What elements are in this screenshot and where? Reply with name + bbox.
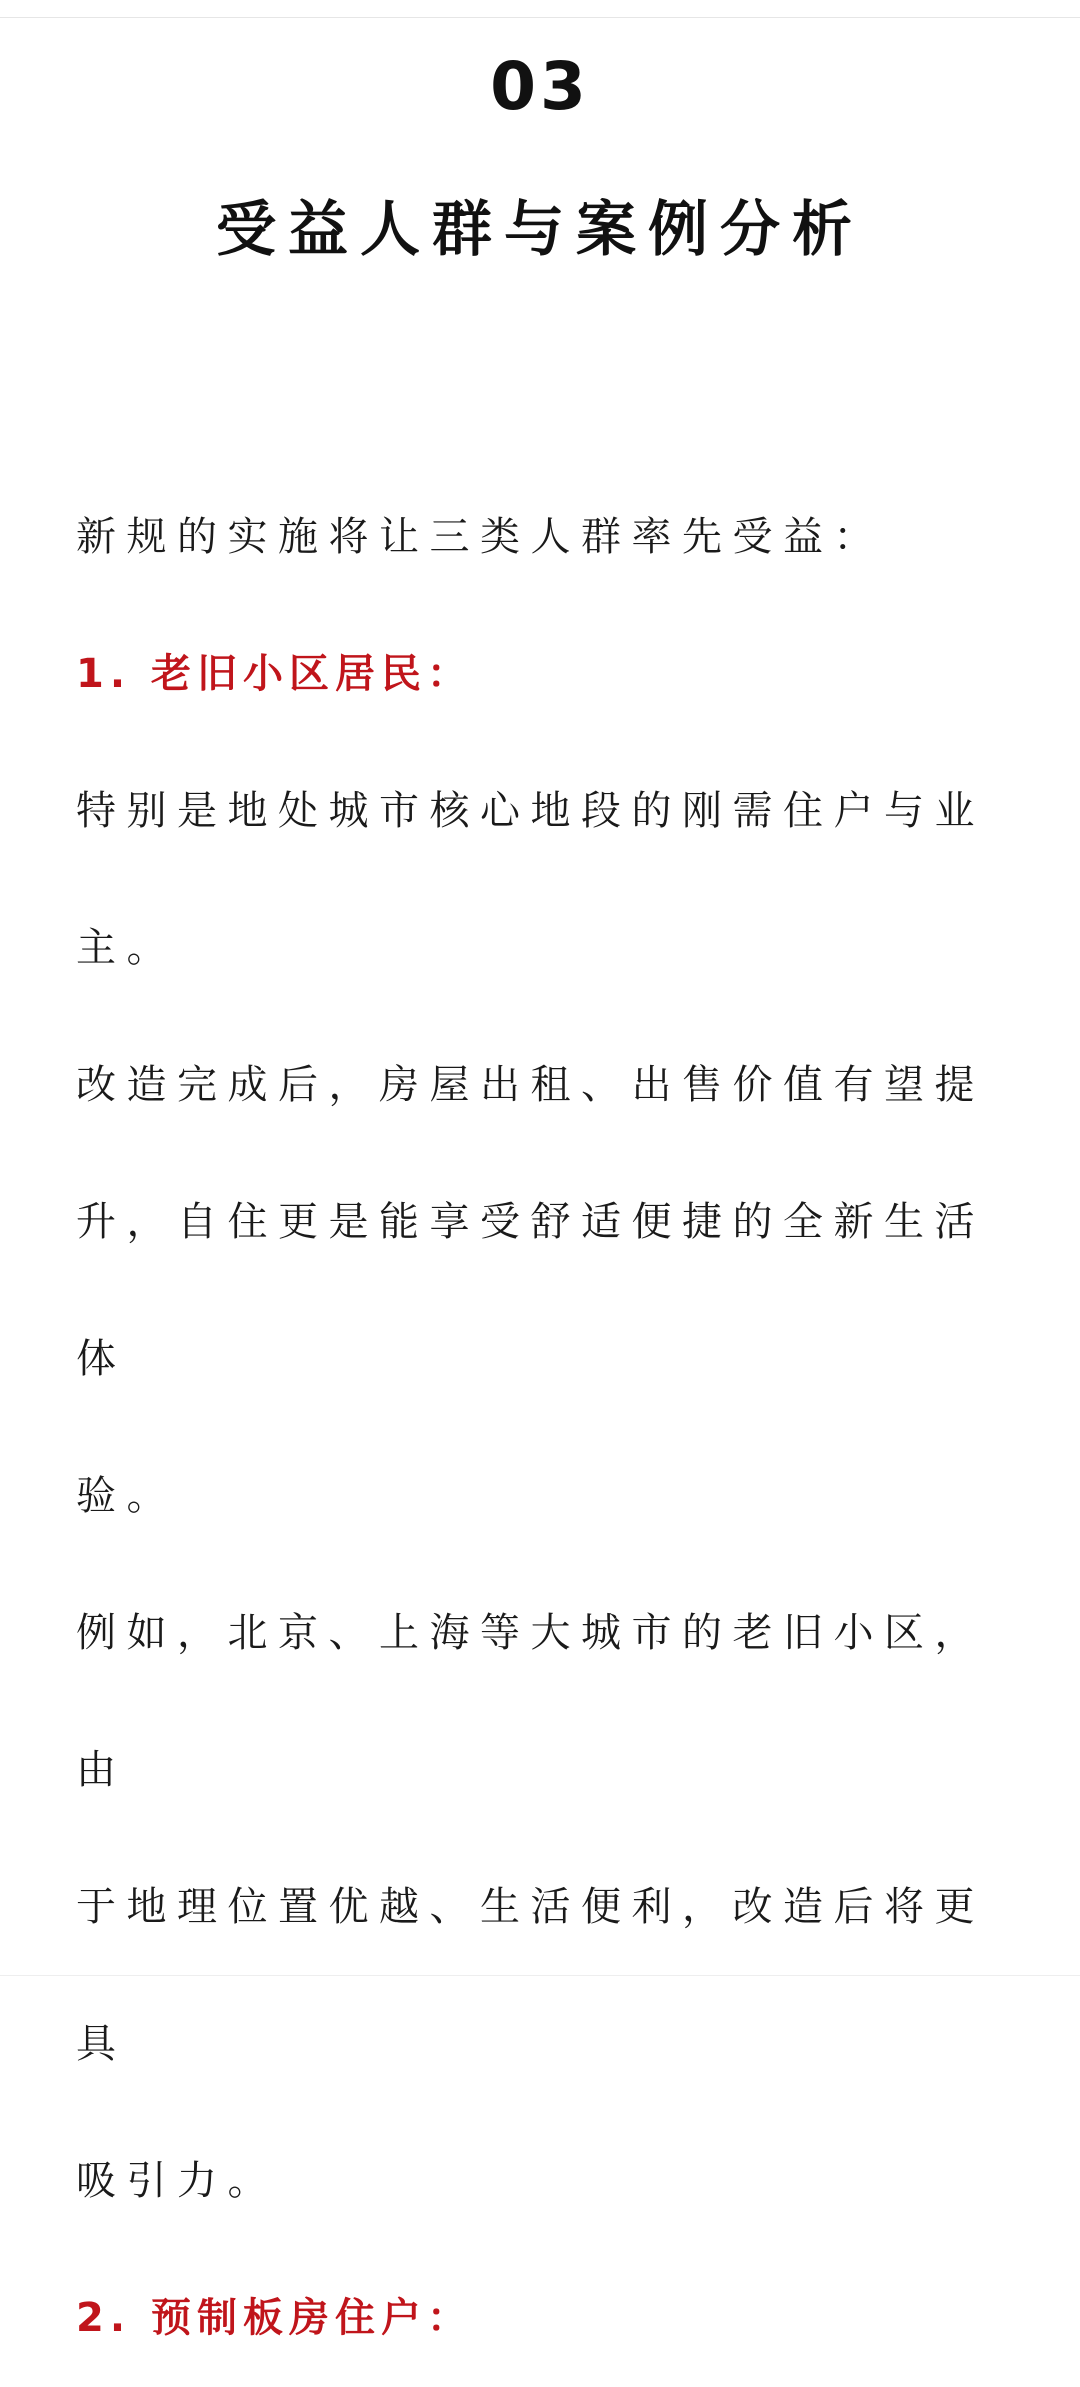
paragraph-line: 特别是地处城市核心地段的刚需住户与业 — [76, 788, 985, 834]
heading-old-community-residents: 1. 老旧小区居民： — [76, 651, 473, 697]
paragraph-line: 改造完成后，房屋出租、出售价值有望提 — [76, 1062, 985, 1108]
paragraph-line: 于地理位置优越、生活便利，改造后将更具 — [76, 1884, 985, 2067]
heading-prefab-house-residents: 2. 预制板房住户： — [76, 2295, 473, 2341]
paragraph-line: 主。 — [76, 925, 177, 971]
section-number: 03 — [490, 48, 590, 125]
bottom-divider — [0, 1975, 1080, 1989]
paragraph-line: 吸引力。 — [76, 2158, 278, 2204]
paragraph-line: 例如，北京、上海等大城市的老旧小区，由 — [76, 1610, 985, 1793]
paragraph-line: 验。 — [76, 1473, 177, 1519]
article-content — [76, 469, 1006, 2387]
paragraph-line: 升，自住更是能享受舒适便捷的全新生活体 — [76, 1199, 985, 1382]
section-title: 受益人群与案例分析 — [216, 195, 864, 265]
intro-paragraph: 新规的实施将让三类人群率先受益： — [76, 514, 884, 560]
top-divider — [0, 0, 1080, 18]
